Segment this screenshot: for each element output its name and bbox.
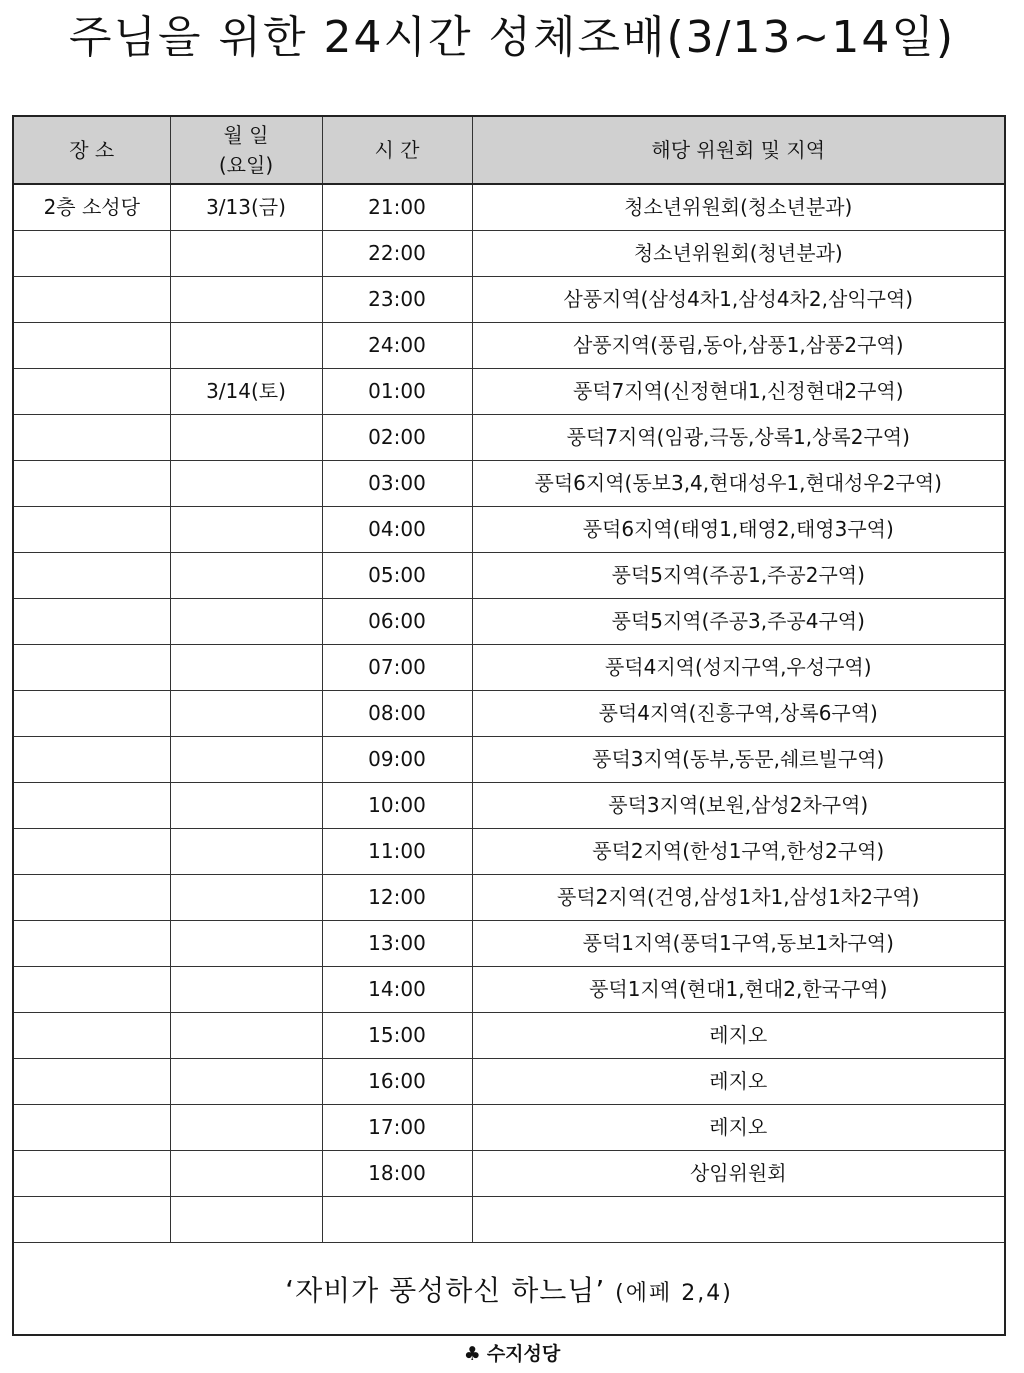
cell-place (13, 645, 170, 691)
table-row (13, 921, 1005, 967)
cell-assigned: 풍덕5지역(주공1,주공2구역) (472, 553, 1005, 599)
cell-place (13, 921, 170, 967)
cell-assigned: 풍덕2지역(한성1구역,한성2구역) (472, 829, 1005, 875)
table-row (13, 967, 1005, 1013)
cell-time: 22:00 (322, 231, 472, 277)
table-row (13, 369, 1005, 415)
cell-date (170, 967, 322, 1013)
cell-assigned (472, 1197, 1005, 1243)
cell-date (170, 1105, 322, 1151)
table-row (13, 184, 1005, 231)
cell-time: 18:00 (322, 1151, 472, 1197)
cell-assigned: 삼풍지역(삼성4차1,삼성4차2,삼익구역) (472, 277, 1005, 323)
cell-assigned: 풍덕7지역(임광,극동,상록1,상록2구역) (472, 415, 1005, 461)
cell-assigned: 풍덕5지역(주공3,주공4구역) (472, 599, 1005, 645)
cell-time: 23:00 (322, 277, 472, 323)
cell-place (13, 277, 170, 323)
header-assigned: 해당 위원회 및 지역 (472, 116, 1005, 184)
cell-assigned: 삼풍지역(풍림,동아,삼풍1,삼풍2구역) (472, 323, 1005, 369)
cell-place (13, 1013, 170, 1059)
cell-assigned: 레지오 (472, 1105, 1005, 1151)
cell-assigned: 풍덕6지역(태영1,태영2,태영3구역) (472, 507, 1005, 553)
cell-date (170, 507, 322, 553)
table-row (13, 1013, 1005, 1059)
document-title: 주님을 위한 24시간 성체조배(3/13~14일) (69, 12, 955, 63)
table-row (13, 323, 1005, 369)
header-date (170, 116, 322, 184)
cell-place (13, 1105, 170, 1151)
schedule-body (13, 184, 1005, 1243)
header-date-line1: 월 일 (223, 123, 269, 147)
cell-time: 09:00 (322, 737, 472, 783)
cell-time: 14:00 (322, 967, 472, 1013)
cell-time: 02:00 (322, 415, 472, 461)
cell-time: 03:00 (322, 461, 472, 507)
table-row (13, 691, 1005, 737)
cell-place (13, 369, 170, 415)
cell-assigned: 풍덕7지역(신정현대1,신정현대2구역) (472, 369, 1005, 415)
cell-time: 01:00 (322, 369, 472, 415)
header-place: 장 소 (13, 116, 170, 184)
cell-date: 3/13(금) (170, 184, 322, 231)
table-row (13, 1197, 1005, 1243)
cell-date: 3/14(토) (170, 369, 322, 415)
cell-place (13, 599, 170, 645)
cell-date (170, 921, 322, 967)
cell-time: 13:00 (322, 921, 472, 967)
cell-assigned: 풍덕1지역(현대1,현대2,한국구역) (472, 967, 1005, 1013)
cell-assigned: 풍덕4지역(진흥구역,상록6구역) (472, 691, 1005, 737)
cell-place (13, 461, 170, 507)
header-time: 시 간 (322, 116, 472, 184)
cell-place (13, 415, 170, 461)
cell-time: 24:00 (322, 323, 472, 369)
cell-place (13, 507, 170, 553)
cell-date (170, 1151, 322, 1197)
cell-place (13, 1151, 170, 1197)
table-row (13, 1151, 1005, 1197)
cell-time: 05:00 (322, 553, 472, 599)
cell-date (170, 691, 322, 737)
cell-date (170, 1013, 322, 1059)
quote-row (13, 1243, 1005, 1336)
cell-time: 11:00 (322, 829, 472, 875)
quote-cell (13, 1243, 1005, 1336)
cell-place (13, 967, 170, 1013)
cell-place (13, 691, 170, 737)
cell-assigned: 풍덕3지역(보원,삼성2차구역) (472, 783, 1005, 829)
cell-place (13, 783, 170, 829)
cell-time: 06:00 (322, 599, 472, 645)
table-row (13, 829, 1005, 875)
cell-time: 12:00 (322, 875, 472, 921)
cell-time: 10:00 (322, 783, 472, 829)
club-suit-icon: ♣ (463, 1343, 481, 1365)
cell-time: 08:00 (322, 691, 472, 737)
cell-date (170, 599, 322, 645)
cell-assigned: 레지오 (472, 1013, 1005, 1059)
table-row (13, 599, 1005, 645)
quote-text: ‘자비가 풍성하신 하느님’ (285, 1273, 606, 1307)
cell-time: 04:00 (322, 507, 472, 553)
quote-reference: (에페 2,4) (615, 1280, 733, 1306)
table-row (13, 461, 1005, 507)
cell-place (13, 1059, 170, 1105)
cell-time: 07:00 (322, 645, 472, 691)
cell-time: 16:00 (322, 1059, 472, 1105)
cell-date (170, 1059, 322, 1105)
cell-assigned: 청소년위원회(청년분과) (472, 231, 1005, 277)
cell-place (13, 829, 170, 875)
cell-time: 21:00 (322, 184, 472, 231)
parish-footer (0, 1338, 1024, 1370)
header-date-line2: (요일) (218, 153, 274, 177)
cell-date (170, 1197, 322, 1243)
cell-date (170, 461, 322, 507)
cell-date (170, 875, 322, 921)
cell-date (170, 231, 322, 277)
table-row (13, 553, 1005, 599)
header-row (13, 116, 1005, 184)
table-row (13, 737, 1005, 783)
cell-place (13, 737, 170, 783)
cell-assigned: 풍덕1지역(풍덕1구역,동보1차구역) (472, 921, 1005, 967)
table-row (13, 507, 1005, 553)
adoration-schedule-table (12, 115, 1006, 1336)
cell-date (170, 323, 322, 369)
cell-date (170, 783, 322, 829)
table-row (13, 645, 1005, 691)
cell-assigned: 상임위원회 (472, 1151, 1005, 1197)
cell-assigned: 풍덕3지역(동부,동문,쉐르빌구역) (472, 737, 1005, 783)
cell-time (322, 1197, 472, 1243)
table-row (13, 1059, 1005, 1105)
cell-place (13, 323, 170, 369)
cell-date (170, 645, 322, 691)
cell-assigned: 풍덕6지역(동보3,4,현대성우1,현대성우2구역) (472, 461, 1005, 507)
cell-date (170, 277, 322, 323)
cell-assigned: 풍덕2지역(건영,삼성1차1,삼성1차2구역) (472, 875, 1005, 921)
cell-date (170, 829, 322, 875)
cell-place: 2층 소성당 (13, 184, 170, 231)
cell-time: 15:00 (322, 1013, 472, 1059)
cell-date (170, 737, 322, 783)
cell-place (13, 231, 170, 277)
table-row (13, 875, 1005, 921)
cell-assigned: 청소년위원회(청소년분과) (472, 184, 1005, 231)
cell-place (13, 1197, 170, 1243)
table-row (13, 277, 1005, 323)
cell-assigned: 풍덕4지역(성지구역,우성구역) (472, 645, 1005, 691)
table-row (13, 783, 1005, 829)
parish-name: 수지성당 (486, 1343, 561, 1365)
cell-place (13, 875, 170, 921)
cell-date (170, 553, 322, 599)
cell-date (170, 415, 322, 461)
cell-time: 17:00 (322, 1105, 472, 1151)
table-row (13, 415, 1005, 461)
table-row (13, 231, 1005, 277)
cell-place (13, 553, 170, 599)
table-row (13, 1105, 1005, 1151)
cell-assigned: 레지오 (472, 1059, 1005, 1105)
